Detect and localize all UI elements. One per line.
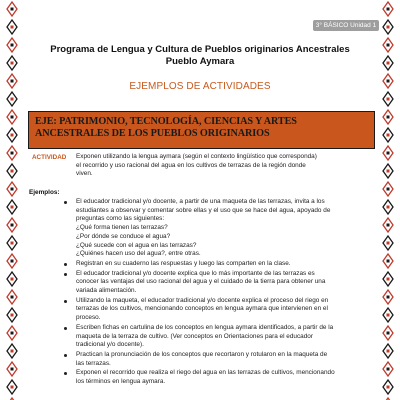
list-item-line: Exponen el recorrido que realiza el riego del agua en las terrazas de cultivos, mencionando	[76, 369, 335, 377]
question-line: ¿Por dónde se conduce el agua?	[76, 232, 171, 240]
examples-label: Ejemplos:	[29, 189, 60, 196]
list-item-line: conocer las ventajas del uso racional del agua y el cuidado de la tierra para obtener una	[76, 278, 326, 286]
activity-label: ACTIVIDAD	[32, 154, 67, 161]
section-title: EJEMPLOS DE ACTIVIDADES	[129, 81, 271, 92]
list-item-line: Registran en su cuaderno las respuestas y luego las comparten en la clase.	[76, 259, 291, 267]
list-item-line: las terrazas.	[76, 359, 111, 367]
list-item-line: variada alimentación.	[76, 287, 137, 295]
list-item-line: terrazas de los cultivos, mencionando conceptos en lengua aymara que intervienen en el	[76, 305, 328, 313]
list-item-line: Utilizando la maqueta, el educador tradicional y/o docente explica el proceso del riego en	[76, 296, 329, 304]
list-item-line: maqueta de la terraza de cultivo. (Ver conceptos en Orientaciones para el educador	[76, 332, 313, 340]
eje-heading-box	[28, 111, 375, 149]
eje-heading-line-2: ANCESTRALES DE LOS PUEBLOS ORIGINARIOS	[35, 128, 270, 139]
list-item-line: proceso.	[76, 314, 101, 322]
bullet-icon	[64, 201, 67, 204]
program-subtitle: Pueblo Aymara	[165, 56, 235, 67]
list-item	[64, 369, 380, 386]
bullet-icon	[64, 372, 67, 375]
list-item-line: preguntas como las siguientes:	[76, 215, 165, 223]
bullet-icon	[64, 327, 67, 330]
question-line: ¿Quiénes hacen uso del agua?, entre otras.	[76, 250, 201, 258]
list-item-line: El educador tradicional y/o docente, a partir de una maqueta de las terrazas, invita a los	[76, 198, 325, 205]
activity-line: viven.	[76, 170, 93, 178]
list-item-line: estudiantes a observar y comentar sobre ellas y el uso que se hace del agua, apoyado de	[76, 206, 331, 214]
bullet-icon	[64, 263, 67, 266]
list-item	[64, 270, 380, 296]
list-item-line: El educador tradicional y/o docente explica que lo más importante de las terrazas es	[76, 269, 315, 277]
eje-heading-line-1: EJE: PATRIMONIO, TECNOLOGÍA, CIENCIAS Y ARTES	[35, 116, 297, 127]
list-item	[64, 198, 380, 259]
bullet-icon	[64, 300, 67, 303]
question-line: ¿Qué forma tienen las terrazas?	[76, 224, 168, 232]
activity-description	[76, 153, 376, 179]
list-item	[64, 324, 380, 350]
list-item	[64, 260, 380, 269]
examples-list	[64, 198, 380, 388]
activity-line: el recorrido y uso racional del agua en los cultivos de terrazas de la región donde	[76, 161, 306, 169]
program-title: Programa de Lengua y Cultura de Pueblos originarios Ancestrales	[50, 44, 350, 55]
list-item-line: Escriben fichas en cartulina de los conceptos en lengua aymara identificados, a partir de la	[76, 323, 334, 331]
grade-unit-badge: 3° BÁSICO Unidad 1	[313, 20, 379, 31]
activity-line: Exponen utilizando la lengua aymara (según el contexto lingüístico que corresponda)	[76, 153, 317, 160]
question-line: ¿Qué sucede con el agua en las terrazas?	[76, 241, 197, 249]
list-item-line: tradicional y/o docente).	[76, 341, 144, 349]
list-item	[64, 351, 380, 368]
list-item-line: Practican la pronunciación de los conceptos que recortaron y rotularon en la maqueta de	[76, 350, 328, 358]
list-item-line: los términos en lengua aymara.	[76, 378, 166, 386]
bullet-icon	[64, 273, 67, 276]
list-item	[64, 297, 380, 323]
bullet-icon	[64, 354, 67, 357]
